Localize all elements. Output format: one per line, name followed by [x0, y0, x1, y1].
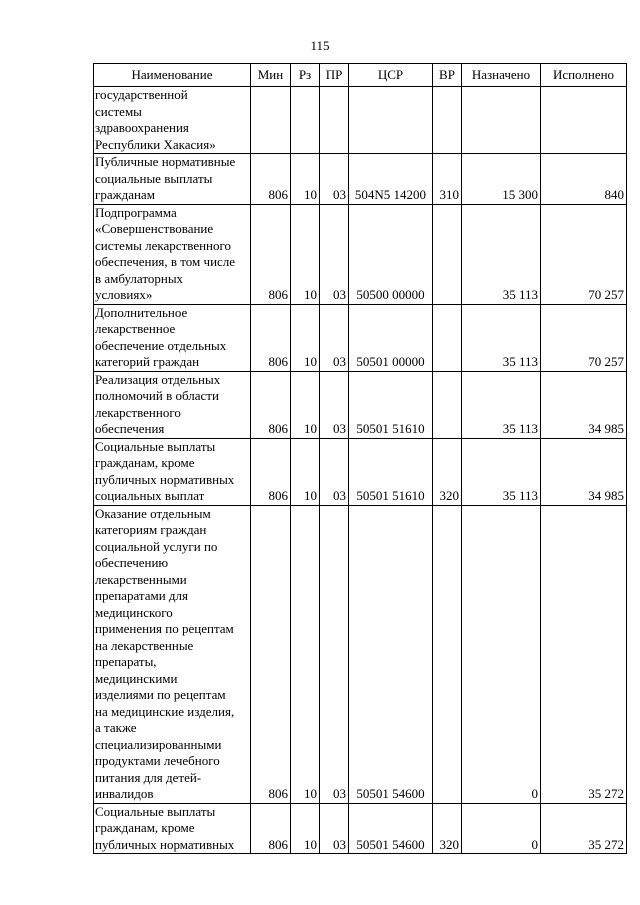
row-executed: 34 985	[541, 438, 627, 505]
row-csr: 50501 00000	[349, 304, 433, 371]
row-min: 806	[251, 438, 291, 505]
row-name: государственной системы здравоохранения Республики Хакасия»	[94, 87, 251, 154]
header-pr: ПР	[320, 64, 349, 87]
row-csr: 504N5 14200	[349, 154, 433, 205]
row-assigned: 35 113	[462, 304, 541, 371]
table-body	[94, 87, 627, 854]
row-executed	[541, 87, 627, 154]
row-pr: 03	[320, 803, 349, 854]
row-csr	[349, 87, 433, 154]
row-assigned: 35 113	[462, 204, 541, 304]
row-pr: 03	[320, 371, 349, 438]
row-csr: 50501 54600	[349, 505, 433, 803]
row-vr	[433, 304, 462, 371]
row-pr: 03	[320, 438, 349, 505]
row-rz: 10	[291, 304, 320, 371]
header-name: Наименование	[94, 64, 251, 87]
row-vr: 320	[433, 803, 462, 854]
row-vr	[433, 505, 462, 803]
row-executed: 70 257	[541, 204, 627, 304]
row-min: 806	[251, 154, 291, 205]
row-executed: 35 272	[541, 803, 627, 854]
row-pr: 03	[320, 154, 349, 205]
header-assigned: Назначено	[462, 64, 541, 87]
header-executed: Исполнено	[541, 64, 627, 87]
row-name: Публичные нормативные социальные выплаты гражданам	[94, 154, 251, 205]
row-min: 806	[251, 204, 291, 304]
header-csr: ЦСР	[349, 64, 433, 87]
row-vr	[433, 204, 462, 304]
row-assigned: 15 300	[462, 154, 541, 205]
header-min: Мин	[251, 64, 291, 87]
row-rz: 10	[291, 803, 320, 854]
row-pr: 03	[320, 304, 349, 371]
row-csr: 50500 00000	[349, 204, 433, 304]
table-row	[94, 154, 627, 205]
row-csr: 50501 51610	[349, 371, 433, 438]
row-vr	[433, 87, 462, 154]
row-min: 806	[251, 371, 291, 438]
row-pr: 03	[320, 204, 349, 304]
row-name: Социальные выплаты гражданам, кроме публичных нормативных	[94, 803, 251, 854]
row-assigned: 0	[462, 505, 541, 803]
row-name: Социальные выплаты гражданам, кроме публичных нормативных социальных выплат	[94, 438, 251, 505]
row-csr: 50501 51610	[349, 438, 433, 505]
row-vr: 320	[433, 438, 462, 505]
table-row	[94, 204, 627, 304]
row-name: Оказание отдельным категориям граждан социальной услуги по обеспечению лекарственными препаратами для медицинского применения по рецептам на лекарственные препараты, медицинскими изделиями по рецептам на медицинские изделия, а также специализированными продуктами лечебного питания для детей- инвалидов	[94, 505, 251, 803]
row-pr: 03	[320, 505, 349, 803]
row-rz	[291, 87, 320, 154]
table-row	[94, 505, 627, 803]
row-pr	[320, 87, 349, 154]
table-row	[94, 371, 627, 438]
row-rz: 10	[291, 204, 320, 304]
row-name: Дополнительное лекарственное обеспечение отдельных категорий граждан	[94, 304, 251, 371]
row-assigned	[462, 87, 541, 154]
row-rz: 10	[291, 371, 320, 438]
table-row	[94, 438, 627, 505]
row-min: 806	[251, 505, 291, 803]
row-min: 806	[251, 304, 291, 371]
row-assigned: 0	[462, 803, 541, 854]
header-vr: ВР	[433, 64, 462, 87]
row-rz: 10	[291, 438, 320, 505]
row-rz: 10	[291, 154, 320, 205]
row-vr	[433, 371, 462, 438]
row-assigned: 35 113	[462, 438, 541, 505]
row-min	[251, 87, 291, 154]
table-header-row	[94, 64, 627, 87]
table-row	[94, 803, 627, 854]
row-csr: 50501 54600	[349, 803, 433, 854]
header-rz: Рз	[291, 64, 320, 87]
row-executed: 34 985	[541, 371, 627, 438]
row-name: Реализация отдельных полномочий в области лекарственного обеспечения	[94, 371, 251, 438]
budget-table	[93, 63, 627, 854]
table-row	[94, 304, 627, 371]
table-row	[94, 87, 627, 154]
row-assigned: 35 113	[462, 371, 541, 438]
row-rz: 10	[291, 505, 320, 803]
row-executed: 35 272	[541, 505, 627, 803]
row-executed: 70 257	[541, 304, 627, 371]
row-executed: 840	[541, 154, 627, 205]
page-number: 115	[310, 38, 330, 53]
row-min: 806	[251, 803, 291, 854]
row-vr: 310	[433, 154, 462, 205]
row-name: Подпрограмма «Совершенствование системы лекарственного обеспечения, в том числе в амбулаторных условиях»	[94, 204, 251, 304]
